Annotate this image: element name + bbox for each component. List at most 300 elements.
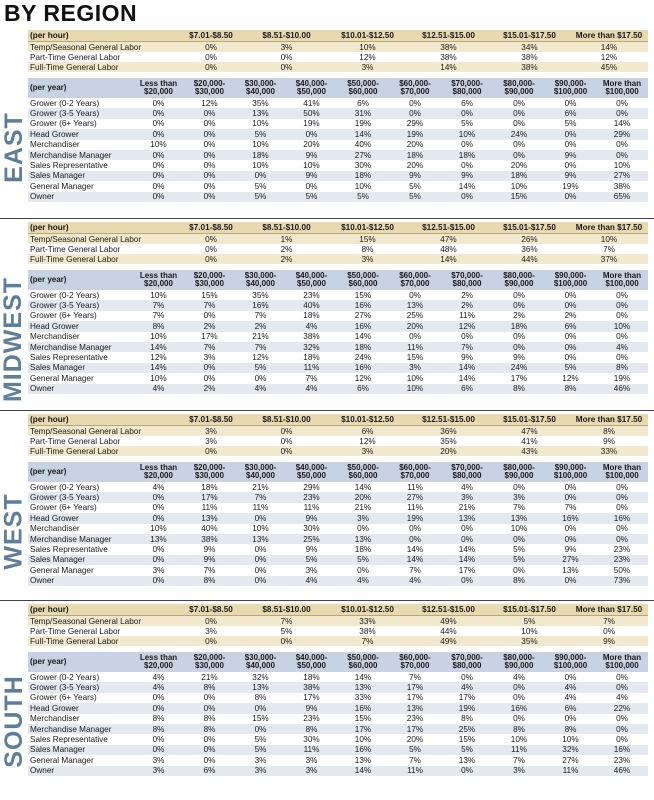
- table-cell: 0%: [596, 724, 648, 734]
- table-cell: 30%: [354, 161, 372, 171]
- table-cell: 0%: [564, 353, 577, 363]
- table-row: [28, 446, 648, 456]
- table-cell: 7%: [564, 503, 577, 513]
- hourly-column-header: $12.51-$15.00: [408, 604, 489, 616]
- table-cell: 8%: [493, 576, 545, 586]
- table-cell: 0%: [176, 636, 246, 646]
- annual-column-header: $80,000- $90,000: [493, 78, 545, 98]
- table-cell: 7%: [133, 300, 184, 310]
- annual-column-header: $80,000- $90,000: [493, 462, 545, 482]
- table-cell: 0%: [461, 140, 473, 150]
- row-label: General Manager: [30, 755, 94, 765]
- table-cell: 8%: [545, 384, 596, 394]
- table-cell: 8%: [461, 714, 473, 724]
- table-cell: 0%: [389, 108, 441, 118]
- table-row: [28, 42, 648, 53]
- row-label: Sales Manager: [28, 171, 133, 181]
- table-cell: 5%: [441, 745, 493, 755]
- table-cell: 27%: [389, 492, 441, 502]
- table-cell: 44%: [440, 626, 457, 636]
- row-label: Grower (6+ Years): [30, 693, 97, 703]
- table-cell: 0%: [184, 363, 235, 373]
- row-label: Grower (6+ Years): [30, 119, 97, 129]
- hourly-header-row: [28, 414, 648, 426]
- table-cell: 0%: [184, 129, 235, 139]
- hourly-column-header: $8.51-$10.00: [246, 414, 327, 426]
- annual-header-row: [28, 78, 648, 98]
- table-row: [28, 766, 648, 776]
- table-row: [28, 181, 648, 191]
- region-divider: [0, 600, 654, 601]
- table-cell: 16%: [337, 703, 389, 713]
- table-cell: 5%: [337, 192, 389, 202]
- table-cell: 0%: [616, 140, 628, 150]
- table-cell: 40%: [201, 524, 218, 534]
- table-cell: 0%: [545, 192, 596, 202]
- table-cell: 23%: [613, 755, 631, 765]
- table-cell: 0%: [564, 140, 577, 150]
- table-cell: 16%: [596, 513, 648, 523]
- table-cell: 21%: [201, 672, 218, 682]
- row-label: Part-Time General Labor: [30, 626, 121, 636]
- table-cell: 7%: [409, 565, 421, 575]
- hourly-column-header: $7.01-$8.50: [176, 222, 246, 234]
- table-cell: 2%: [184, 321, 235, 331]
- table-cell: 46%: [596, 384, 648, 394]
- table-cell: 7%: [513, 503, 525, 513]
- table-cell: 3%: [152, 755, 165, 765]
- table-row: [28, 616, 648, 627]
- table-cell: 0%: [184, 745, 235, 755]
- table-cell: 10%: [510, 735, 528, 745]
- table-cell: 3%: [254, 755, 267, 765]
- table-cell: 14%: [408, 62, 489, 72]
- table-cell: 12%: [150, 353, 167, 363]
- table-cell: 7%: [254, 311, 267, 321]
- table-cell: 31%: [337, 108, 389, 118]
- table-cell: 12%: [201, 98, 218, 108]
- table-cell: 0%: [545, 342, 596, 352]
- row-label: Sales Representative: [30, 353, 108, 363]
- row-label: Part-Time General Labor: [30, 436, 121, 446]
- table-cell: 4%: [286, 321, 337, 331]
- table-cell: 9%: [545, 171, 596, 181]
- table-cell: 5%: [254, 735, 267, 745]
- table-cell: 0%: [235, 513, 286, 523]
- table-cell: 13%: [493, 513, 545, 523]
- south-hourly-table: [28, 604, 648, 646]
- table-cell: 11%: [252, 503, 269, 513]
- table-cell: 0%: [616, 735, 628, 745]
- table-cell: 36%: [521, 244, 538, 254]
- table-cell: 5%: [461, 119, 473, 129]
- table-cell: 49%: [408, 616, 489, 627]
- table-cell: 14%: [458, 545, 476, 555]
- table-row: [28, 544, 648, 554]
- table-cell: 9%: [441, 171, 493, 181]
- table-row: [28, 724, 648, 734]
- table-row: [28, 290, 648, 300]
- table-cell: 12%: [354, 373, 372, 383]
- table-cell: 22%: [596, 703, 648, 713]
- table-cell: 0%: [203, 161, 216, 171]
- hourly-column-header: More than $17.50: [570, 222, 648, 234]
- table-cell: 0%: [235, 724, 286, 734]
- table-cell: 0%: [596, 682, 648, 692]
- table-cell: 46%: [596, 766, 648, 776]
- table-cell: 9%: [305, 545, 318, 555]
- table-cell: 0%: [246, 636, 327, 646]
- annual-column-header: $90,000- $100,000: [545, 652, 596, 672]
- table-cell: 5%: [337, 555, 389, 565]
- table-cell: 27%: [354, 311, 372, 321]
- table-cell: 15%: [493, 192, 545, 202]
- table-cell: 27%: [562, 755, 579, 765]
- table-cell: 10%: [521, 626, 538, 636]
- table-cell: 7%: [570, 616, 648, 627]
- table-cell: 0%: [603, 626, 615, 636]
- table-cell: 19%: [389, 513, 441, 523]
- table-cell: 4%: [441, 682, 493, 692]
- table-cell: 0%: [461, 161, 473, 171]
- table-row: [28, 503, 648, 513]
- hourly-column-header: $15.01-$17.50: [489, 414, 570, 426]
- table-cell: 10%: [150, 290, 167, 300]
- table-row: [28, 576, 648, 586]
- table-row: [28, 129, 648, 139]
- table-cell: 23%: [596, 555, 648, 565]
- table-cell: 3%: [246, 42, 327, 53]
- annual-column-header: Less than $20,000: [133, 270, 184, 290]
- table-cell: 0%: [596, 492, 648, 502]
- table-row: [28, 321, 648, 331]
- table-cell: 5%: [489, 616, 570, 627]
- table-cell: 0%: [203, 119, 216, 129]
- table-row: [28, 244, 648, 254]
- table-cell: 32%: [286, 342, 337, 352]
- table-row: [28, 524, 648, 534]
- row-label: Part-Time General Labor: [30, 52, 121, 62]
- table-cell: 10%: [252, 524, 269, 534]
- table-cell: 2%: [184, 384, 235, 394]
- table-cell: 18%: [337, 171, 389, 181]
- annual-column-header: $80,000- $90,000: [493, 270, 545, 290]
- row-label: Part-Time General Labor: [30, 244, 121, 254]
- table-cell: 0%: [203, 373, 216, 383]
- row-label: Merchandiser: [30, 140, 80, 150]
- table-cell: 2%: [513, 311, 525, 321]
- midwest-annual-table: [28, 270, 648, 394]
- table-cell: 29%: [596, 129, 648, 139]
- table-cell: 3%: [235, 766, 286, 776]
- table-cell: 3%: [337, 513, 389, 523]
- table-cell: 5%: [235, 745, 286, 755]
- row-label: Head Grower: [28, 703, 133, 713]
- table-cell: 9%: [513, 353, 525, 363]
- row-label: Full-Time General Labor: [28, 62, 176, 72]
- annual-column-header: More than $100,000: [596, 462, 648, 482]
- table-cell: 35%: [252, 98, 269, 108]
- table-row: [28, 150, 648, 160]
- annual-column-header: Less than $20,000: [133, 462, 184, 482]
- table-cell: 15%: [327, 234, 408, 245]
- hourly-header-row: [28, 222, 648, 234]
- table-cell: 5%: [389, 745, 441, 755]
- table-cell: 0%: [616, 332, 628, 342]
- table-row: [28, 171, 648, 181]
- annual-column-header: $50,000- $60,000: [337, 78, 389, 98]
- row-label: Owner: [28, 384, 133, 394]
- table-cell: 10%: [510, 524, 528, 534]
- table-cell: 8%: [133, 321, 184, 331]
- table-cell: 15%: [458, 735, 476, 745]
- table-cell: 0%: [596, 300, 648, 310]
- table-cell: 0%: [280, 52, 293, 62]
- row-label: Merchandise Manager: [28, 724, 133, 734]
- table-cell: 12%: [359, 436, 376, 446]
- table-cell: 25%: [406, 311, 424, 321]
- table-cell: 5%: [254, 181, 267, 191]
- table-cell: 15%: [354, 290, 372, 300]
- table-cell: 20%: [303, 140, 320, 150]
- table-cell: 35%: [440, 436, 457, 446]
- table-cell: 3%: [286, 766, 337, 776]
- table-cell: 8%: [570, 426, 648, 437]
- annual-column-header: (per year): [28, 462, 133, 482]
- annual-column-header: $30,000- $40,000: [235, 78, 286, 98]
- row-label: Grower (0-2 Years): [30, 98, 100, 108]
- table-cell: 5%: [286, 192, 337, 202]
- table-cell: 10%: [252, 140, 269, 150]
- table-cell: 5%: [513, 545, 525, 555]
- table-cell: 38%: [303, 332, 320, 342]
- table-cell: 0%: [596, 150, 648, 160]
- region-label: [0, 270, 28, 408]
- table-cell: 19%: [613, 373, 631, 383]
- table-cell: 0%: [616, 672, 628, 682]
- table-cell: 23%: [613, 545, 631, 555]
- table-cell: 0%: [513, 98, 525, 108]
- hourly-column-header: (per hour): [28, 414, 176, 426]
- west-hourly-table: [28, 414, 648, 456]
- table-cell: 35%: [252, 290, 269, 300]
- table-cell: 10%: [327, 42, 408, 53]
- table-cell: 0%: [461, 672, 473, 682]
- table-cell: 4%: [389, 576, 441, 586]
- hourly-column-header: $10.01-$12.50: [327, 30, 408, 42]
- table-row: [28, 714, 648, 724]
- table-cell: 0%: [441, 192, 493, 202]
- annual-column-header: (per year): [28, 270, 133, 290]
- table-cell: 0%: [133, 555, 184, 565]
- table-cell: 0%: [203, 311, 216, 321]
- table-row: [28, 342, 648, 352]
- table-cell: 17%: [458, 565, 476, 575]
- table-cell: 0%: [184, 171, 235, 181]
- annual-column-header: Less than $20,000: [133, 78, 184, 98]
- table-cell: 38%: [440, 52, 457, 62]
- table-cell: 0%: [493, 342, 545, 352]
- table-cell: 0%: [176, 254, 246, 264]
- table-cell: 0%: [441, 534, 493, 544]
- row-label: Full-Time General Labor: [28, 636, 176, 646]
- row-label: Full-Time General Labor: [28, 446, 176, 456]
- table-cell: 12%: [562, 373, 579, 383]
- table-cell: 27%: [337, 150, 389, 160]
- annual-column-header: $30,000- $40,000: [235, 462, 286, 482]
- table-cell: 0%: [203, 140, 216, 150]
- table-cell: 11%: [201, 503, 218, 513]
- hourly-column-header: (per hour): [28, 30, 176, 42]
- table-cell: 14%: [133, 342, 184, 352]
- table-cell: 0%: [513, 119, 525, 129]
- table-cell: 18%: [354, 545, 372, 555]
- annual-column-header: $20,000- $30,000: [184, 78, 235, 98]
- table-cell: 0%: [493, 534, 545, 544]
- table-cell: 20%: [406, 140, 424, 150]
- table-cell: 36%: [408, 426, 489, 437]
- table-row: [28, 254, 648, 264]
- table-cell: 38%: [359, 626, 376, 636]
- table-cell: 0%: [133, 492, 184, 502]
- table-cell: 47%: [489, 426, 570, 437]
- table-cell: 6%: [461, 98, 473, 108]
- table-cell: 32%: [545, 745, 596, 755]
- table-cell: 0%: [152, 503, 165, 513]
- table-cell: 18%: [441, 150, 493, 160]
- table-cell: 7%: [305, 373, 318, 383]
- table-cell: 23%: [286, 492, 337, 502]
- table-cell: 0%: [203, 693, 216, 703]
- table-cell: 14%: [570, 42, 648, 53]
- hourly-column-header: $12.51-$15.00: [408, 414, 489, 426]
- table-cell: 0%: [513, 332, 525, 342]
- table-cell: 12%: [600, 52, 618, 62]
- table-cell: 8%: [361, 244, 374, 254]
- table-row: [28, 234, 648, 245]
- table-row: [28, 62, 648, 72]
- table-cell: 3%: [493, 492, 545, 502]
- table-cell: 30%: [303, 524, 320, 534]
- table-cell: 0%: [133, 576, 184, 586]
- table-cell: 3%: [493, 766, 545, 776]
- table-cell: 14%: [354, 482, 372, 492]
- table-cell: 7%: [184, 342, 235, 352]
- table-cell: 0%: [357, 565, 369, 575]
- table-cell: 5%: [564, 119, 577, 129]
- table-row: [28, 384, 648, 394]
- table-cell: 8%: [286, 724, 337, 734]
- table-cell: 20%: [406, 161, 424, 171]
- region-east: [0, 30, 654, 220]
- table-cell: 14%: [406, 545, 424, 555]
- table-cell: 10%: [354, 181, 372, 191]
- table-row: [28, 693, 648, 703]
- row-label: Owner: [28, 576, 133, 586]
- table-cell: 0%: [184, 703, 235, 713]
- table-cell: 3%: [305, 755, 318, 765]
- table-cell: 15%: [354, 714, 372, 724]
- table-cell: 50%: [613, 565, 631, 575]
- row-label: Grower (0-2 Years): [30, 672, 100, 682]
- table-cell: 4%: [133, 384, 184, 394]
- table-cell: 0%: [133, 745, 184, 755]
- table-cell: 7%: [246, 616, 327, 627]
- table-cell: 11%: [493, 745, 545, 755]
- annual-column-header: $50,000- $60,000: [337, 462, 389, 482]
- row-label: Sales Representative: [30, 545, 108, 555]
- table-cell: 4%: [286, 576, 337, 586]
- table-cell: 19%: [303, 119, 320, 129]
- table-cell: 17%: [184, 492, 235, 502]
- table-cell: 10%: [303, 161, 320, 171]
- table-cell: 0%: [493, 108, 545, 118]
- table-cell: 2%: [280, 244, 293, 254]
- table-cell: 5%: [409, 181, 421, 191]
- row-label: Owner: [28, 766, 133, 776]
- row-label: Sales Representative: [30, 161, 108, 171]
- table-cell: 40%: [354, 140, 372, 150]
- west-annual-table: [28, 462, 648, 586]
- table-cell: 8%: [545, 724, 596, 734]
- table-cell: 4%: [152, 482, 165, 492]
- annual-column-header: $60,000- $70,000: [389, 78, 441, 98]
- table-cell: 41%: [303, 98, 320, 108]
- table-cell: 13%: [354, 755, 372, 765]
- table-cell: 0%: [176, 616, 246, 627]
- table-cell: 15%: [201, 290, 218, 300]
- table-row: [28, 672, 648, 682]
- hourly-column-header: $12.51-$15.00: [408, 222, 489, 234]
- table-row: [28, 734, 648, 744]
- table-row: [28, 565, 648, 575]
- table-cell: 17%: [510, 373, 528, 383]
- table-cell: 0%: [616, 353, 628, 363]
- hourly-column-header: $15.01-$17.50: [489, 30, 570, 42]
- table-cell: 0%: [133, 129, 184, 139]
- table-cell: 10%: [150, 140, 167, 150]
- table-cell: 17%: [389, 724, 441, 734]
- table-cell: 0%: [152, 98, 165, 108]
- table-cell: 0%: [493, 682, 545, 692]
- table-cell: 0%: [441, 766, 493, 776]
- table-cell: 3%: [152, 565, 165, 575]
- hourly-column-header: $15.01-$17.50: [489, 222, 570, 234]
- annual-column-header: $50,000- $60,000: [337, 270, 389, 290]
- table-cell: 0%: [235, 171, 286, 181]
- table-cell: 0%: [176, 42, 246, 53]
- table-cell: 0%: [203, 735, 216, 745]
- table-cell: 0%: [461, 332, 473, 342]
- table-cell: 13%: [441, 513, 493, 523]
- table-cell: 16%: [337, 745, 389, 755]
- annual-column-header: $40,000- $50,000: [286, 78, 337, 98]
- table-cell: 3%: [327, 254, 408, 264]
- table-cell: 0%: [280, 436, 293, 446]
- table-cell: 27%: [596, 171, 648, 181]
- midwest-hourly-table: [28, 222, 648, 264]
- table-cell: 4%: [133, 682, 184, 692]
- table-cell: 0%: [564, 98, 577, 108]
- annual-column-header: $90,000- $100,000: [545, 462, 596, 482]
- hourly-column-header: More than $17.50: [570, 30, 648, 42]
- table-cell: 4%: [596, 342, 648, 352]
- row-label: Merchandiser: [30, 524, 80, 534]
- annual-column-header: $40,000- $50,000: [286, 462, 337, 482]
- table-cell: 13%: [184, 513, 235, 523]
- row-label: General Manager: [30, 565, 94, 575]
- table-cell: 10%: [150, 524, 167, 534]
